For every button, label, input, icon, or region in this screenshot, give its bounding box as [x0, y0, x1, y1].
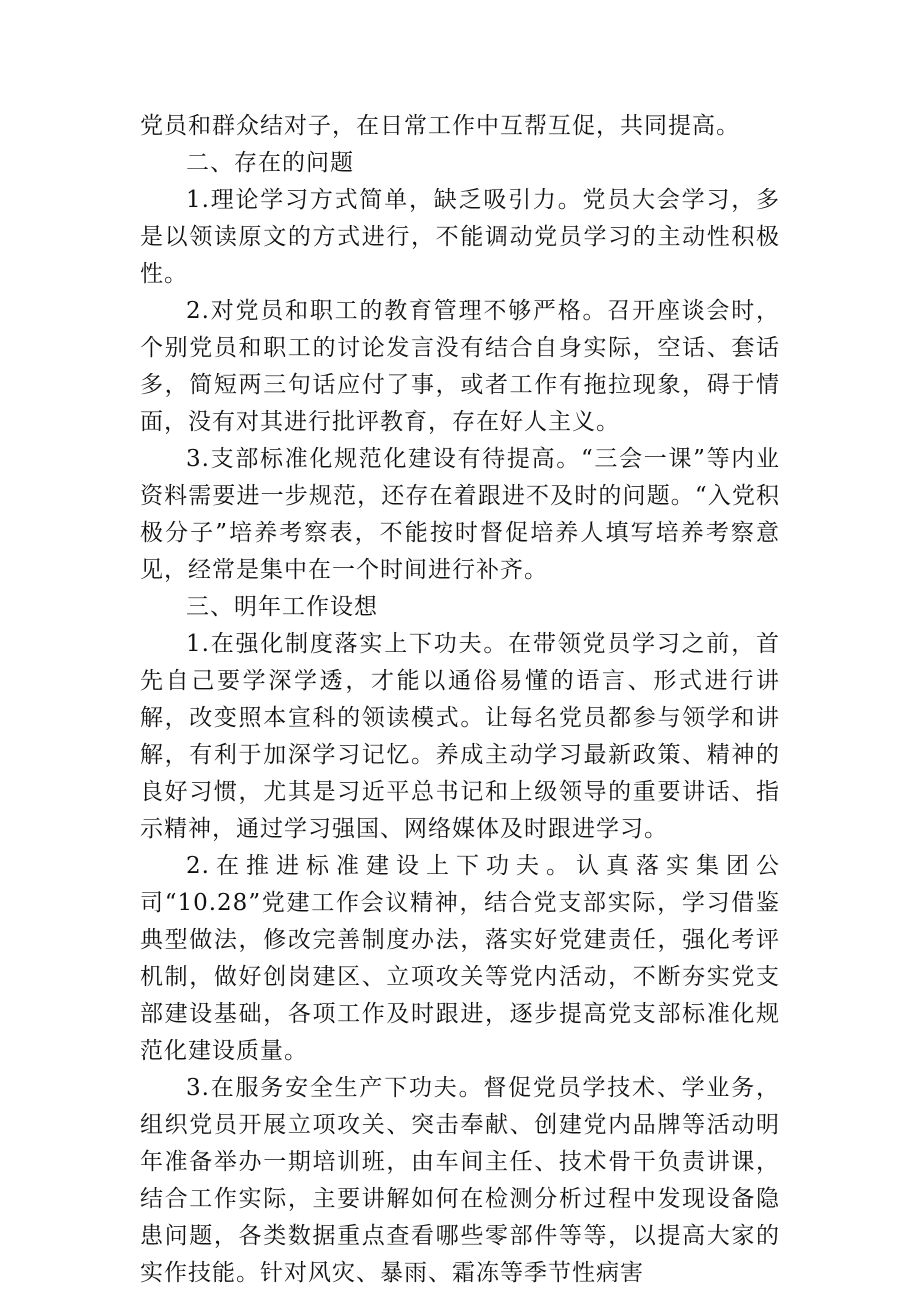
paragraph-problem-2: 2.对党员和职工的教育管理不够严格。召开座谈会时，个别党员和职工的讨论发言没有结合自身实际，空话、套话多，简短两三句话应付了事，或者工作有拖拉现象，碍于情面，没有对其进行批评教育，存在好人主义。 [140, 298, 780, 435]
section-heading-plans: 三、明年工作设想 [186, 594, 378, 620]
document-body [140, 108, 780, 1292]
paragraph-plan-3: 3.在服务安全生产下功夫。督促党员学技术、学业务，组织党员开展立项攻关、突击奉献、创建党内品牌等活动明年准备举办一期培训班，由车间主任、技术骨干负责讲课，结合工作实际，主要讲解如何在检测分析过程中发现设备隐患问题，各类数据重点查看哪些零部件等等，以提高大家的实作技能。针对风灾、暴雨、霜冻等季节性病害 [140, 1075, 780, 1286]
paragraph-problem-3: 3.支部标准化规范化建设有待提高。“三会一课”等内业资料需要进一步规范，还存在着跟进不及时的问题。“入党积极分子”培养考察表，不能按时督促培养人填写培养考察意见，经常是集中在一个时间进行补齐。 [140, 446, 780, 583]
section-heading-problems: 二、存在的问题 [186, 150, 354, 176]
paragraph-continuation: 党员和群众结对子，在日常工作中互帮互促，共同提高。 [140, 113, 740, 139]
paragraph-problem-1: 1.理论学习方式简单，缺乏吸引力。党员大会学习，多是以领读原文的方式进行，不能调动党员学习的主动性积极性。 [140, 187, 780, 287]
paragraph-plan-1: 1.在强化制度落实上下功夫。在带领党员学习之前，首先自己要学深学透，才能以通俗易懂的语言、形式进行讲解，改变照本宣科的领读模式。让每名党员都参与领学和讲解，有利于加深学习记忆。养成主动学习最新政策、精神的良好习惯，尤其是习近平总书记和上级领导的重要讲话、指示精神，通过学习强国、网络媒体及时跟进学习。 [140, 631, 780, 842]
paragraph-plan-2: 2.在推进标准建设上下功夫。认真落实集团公司“10.28”党建工作会议精神，结合党支部实际，学习借鉴典型做法，修改完善制度办法，落实好党建责任，强化考评机制，做好创岗建区、立项攻关等党内活动，不断夯实党支部建设基础，各项工作及时跟进，逐步提高党支部标准化规范化建设质量。 [140, 853, 780, 1064]
